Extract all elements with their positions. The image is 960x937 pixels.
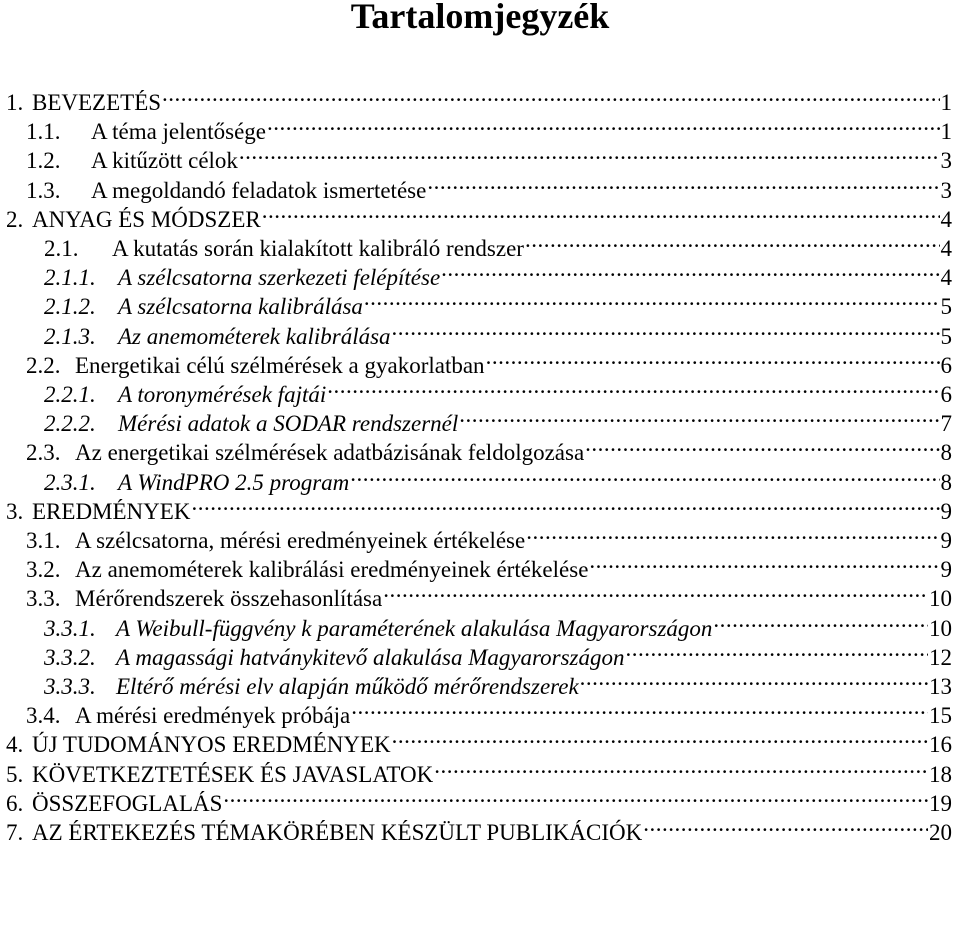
toc-entry[interactable] <box>44 373 952 407</box>
toc-entry-number: 1.3. <box>26 177 61 203</box>
toc-entry-number: 3.3. <box>26 586 61 612</box>
toc-entry-number: 3.4. <box>26 703 61 729</box>
toc-entry-page: 6 <box>940 382 952 407</box>
toc-entry-number: 2. <box>6 206 24 232</box>
toc-dot-leader <box>239 139 940 168</box>
toc-entry[interactable] <box>6 198 952 232</box>
toc-dot-leader <box>351 694 928 723</box>
toc-entry[interactable] <box>44 607 952 641</box>
toc-entry-number: 2.3.1. <box>44 469 96 495</box>
toc-entry[interactable] <box>44 285 952 320</box>
toc-entry-title: KÖVETKEZTETÉSEK ÉS JAVASLATOK <box>32 761 434 787</box>
toc-entry-page: 20 <box>929 820 952 845</box>
toc-entry-page: 4 <box>940 265 952 291</box>
toc-entry-title: A toronymérések fajtái <box>118 382 327 407</box>
toc-entry-page: 4 <box>940 236 952 261</box>
toc-entry-title: A Weibull-függvény k paraméterének alakulása Magyarországon <box>116 615 713 641</box>
toc-entry-title: ANYAG ÉS MÓDSZER <box>32 206 261 232</box>
toc-entry-number: 2.2.1. <box>44 382 96 407</box>
toc-entry[interactable] <box>44 402 952 437</box>
toc-entry-page: 9 <box>940 557 952 583</box>
toc-dot-leader <box>392 723 928 752</box>
toc-entry[interactable] <box>26 519 952 553</box>
toc-entry[interactable] <box>26 139 952 174</box>
toc-dot-leader <box>350 461 939 490</box>
toc-entry-page: 9 <box>940 498 952 524</box>
toc-entry-page: 8 <box>940 469 952 495</box>
toc-dot-leader <box>580 665 928 694</box>
toc-entry-number: 2.2.2. <box>44 411 96 437</box>
toc-dot-leader <box>262 198 940 227</box>
toc-entry-page: 1 <box>940 119 952 145</box>
toc-entry-title: Az anemométerek kalibrálása <box>118 323 391 349</box>
toc-entry[interactable] <box>6 753 952 787</box>
toc-entry[interactable] <box>6 81 952 115</box>
toc-entry-page: 1 <box>940 90 952 115</box>
toc-entry-title: BEVEZETÉS <box>32 90 162 115</box>
toc-entry[interactable] <box>26 577 952 612</box>
toc-entry[interactable] <box>26 548 952 583</box>
toc-entry-title: A szélcsatorna, mérési eredményeinek értékelése <box>75 528 526 553</box>
toc-entry-title: A szélcsatorna szerkezeti felépítése <box>118 265 441 291</box>
toc-entry-number: 3.2. <box>26 557 61 583</box>
toc-entry-number: 3.3.2. <box>44 644 96 670</box>
toc-entry-number: 1.1. <box>26 119 61 145</box>
toc-dot-leader <box>585 431 939 460</box>
toc-entry-page: 12 <box>929 644 952 670</box>
toc-dot-leader <box>486 344 940 373</box>
toc-entry-title: A kutatás során kialakított kalibráló rendszer <box>112 236 524 261</box>
toc-entry-number: 1. <box>6 90 24 115</box>
toc-entry[interactable] <box>44 227 952 261</box>
toc-entry-page: 4 <box>940 206 952 232</box>
toc-entry-title: A téma jelentősége <box>91 119 266 145</box>
toc-entry-number: 2.1. <box>44 236 79 261</box>
toc-dot-leader <box>459 402 939 431</box>
toc-entry-page: 18 <box>929 761 952 787</box>
toc-entry-title: A szélcsatorna kalibrálása <box>118 294 363 320</box>
toc-entry-title: EREDMÉNYEK <box>32 498 191 524</box>
toc-entry-number: 3.3.3. <box>44 674 96 699</box>
toc-entry-title: A megoldandó feladatok ismertetése <box>91 177 427 203</box>
toc-entry-page: 6 <box>940 352 952 378</box>
toc-entry-number: 7. <box>6 820 24 845</box>
toc-dot-leader <box>392 315 940 344</box>
toc-entry[interactable] <box>6 723 952 758</box>
toc-entry-number: 1.2. <box>26 148 61 174</box>
toc-entry-page: 15 <box>929 703 952 729</box>
toc-entry-title: AZ ÉRTEKEZÉS TÉMAKÖRÉBEN KÉSZÜLT PUBLIKÁCIÓK <box>32 820 643 845</box>
toc-entry-page: 16 <box>929 732 952 758</box>
toc-entry-title: ÖSSZEFOGLALÁS <box>32 790 223 816</box>
toc-entry-number: 2.1.1. <box>44 265 96 291</box>
toc-entry-number: 4. <box>6 732 24 758</box>
toc-entry-title: Eltérő mérési elv alapján működő mérőrendszerek <box>116 674 579 699</box>
toc-entry[interactable] <box>44 665 952 699</box>
toc-entry-number: 3. <box>6 498 24 524</box>
toc-entry[interactable] <box>44 636 952 670</box>
toc-entry-number: 2.2. <box>26 352 61 378</box>
toc-entry-page: 13 <box>929 674 952 699</box>
toc-entry-number: 2.3. <box>26 440 61 466</box>
toc-entry-title: Mérési adatok a SODAR rendszernél <box>118 411 459 437</box>
toc-entry[interactable] <box>26 344 952 378</box>
toc-entry-page: 3 <box>940 148 952 174</box>
toc-dot-leader <box>327 373 939 402</box>
toc-entry-page: 8 <box>940 440 952 466</box>
toc-dot-leader <box>713 607 928 636</box>
toc-entry-page: 19 <box>929 790 952 816</box>
toc-dot-leader <box>267 110 940 139</box>
toc-entry[interactable] <box>26 169 952 203</box>
toc-entry-title: Az anemométerek kalibrálási eredményeinek értékelése <box>75 557 589 583</box>
toc-entry-number: 2.1.2. <box>44 294 96 320</box>
toc-entry-number: 2.1.3. <box>44 323 96 349</box>
toc-entry[interactable] <box>26 694 952 729</box>
toc-entry-page: 5 <box>940 323 952 349</box>
toc-entry-title: ÚJ TUDOMÁNYOS EREDMÉNYEK <box>32 732 391 758</box>
toc-dot-leader <box>441 256 939 285</box>
toc-dot-leader <box>643 811 928 840</box>
toc-dot-leader <box>526 519 939 548</box>
toc-entry-number: 6. <box>6 790 24 816</box>
toc-entry-page: 3 <box>940 177 952 203</box>
toc-dot-leader <box>589 548 939 577</box>
toc-dot-leader <box>525 227 940 256</box>
toc-entry[interactable] <box>6 490 952 524</box>
toc-dot-leader <box>434 753 928 782</box>
toc-dot-leader <box>223 782 928 811</box>
toc-entry[interactable] <box>6 782 952 816</box>
toc-entry-page: 10 <box>929 615 952 641</box>
toc-entry[interactable] <box>44 256 952 291</box>
toc-entry[interactable] <box>26 110 952 145</box>
toc-entry-title: Energetikai célú szélmérések a gyakorlatban <box>75 352 485 378</box>
toc-entry-title: A magassági hatványkitevő alakulása Magyarországon <box>116 644 625 670</box>
toc-entry-page: 5 <box>940 294 952 320</box>
toc-entry-number: 3.3.1. <box>44 615 96 641</box>
toc-entry-page: 7 <box>940 411 952 437</box>
toc-entry-title: A kitűzött célok <box>91 148 238 174</box>
toc-entry-title: Mérőrendszerek összehasonlítása <box>75 586 383 612</box>
toc-entry[interactable] <box>26 431 952 466</box>
toc-entry-number: 5. <box>6 761 24 787</box>
toc-dot-leader <box>427 169 939 198</box>
toc-dot-leader <box>162 81 939 110</box>
toc-entry[interactable] <box>44 315 952 349</box>
toc-entry[interactable] <box>44 461 952 495</box>
toc-entry-number: 3.1. <box>26 528 61 553</box>
toc-entry-page: 9 <box>940 528 952 553</box>
toc-dot-leader <box>364 285 940 314</box>
toc-entry-title: A mérési eredmények próbája <box>75 703 351 729</box>
page-title: Tartalomjegyzék <box>350 0 610 36</box>
toc-dot-leader <box>383 577 928 606</box>
toc-dot-leader <box>191 490 939 519</box>
toc-entry-title: Az energetikai szélmérések adatbázisának feldolgozása <box>75 440 585 466</box>
toc-entry[interactable] <box>6 811 952 845</box>
toc-entry-title: A WindPRO 2.5 program <box>118 469 350 495</box>
toc-entry-page: 10 <box>929 586 952 612</box>
toc-dot-leader <box>626 636 928 665</box>
